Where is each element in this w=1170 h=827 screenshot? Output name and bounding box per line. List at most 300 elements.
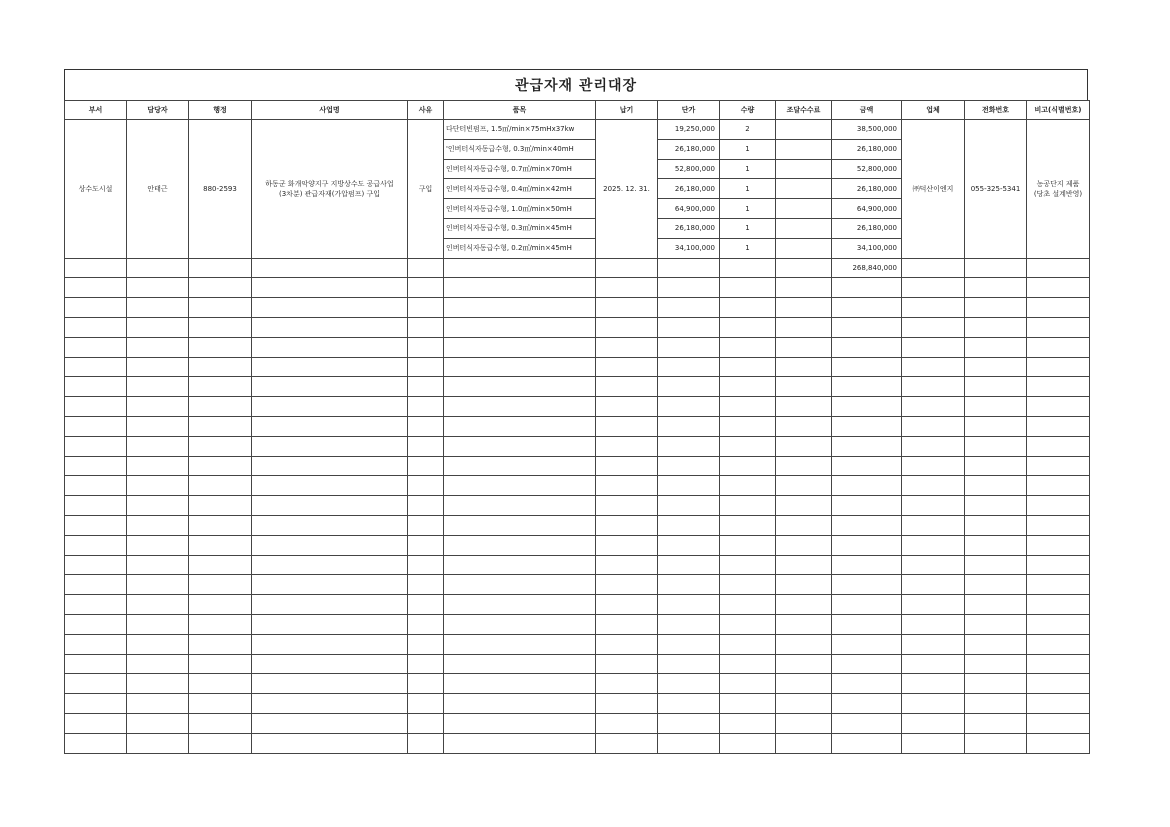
empty-cell: [1027, 416, 1090, 436]
empty-cell: [444, 416, 596, 436]
empty-cell: [127, 694, 189, 714]
empty-cell: [832, 575, 902, 595]
empty-cell: [776, 456, 832, 476]
empty-row: [65, 555, 1090, 575]
empty-row: [65, 733, 1090, 753]
empty-cell: [444, 575, 596, 595]
ledger-table: [64, 100, 1090, 754]
amount: 26,180,000: [832, 179, 902, 199]
fee: [776, 179, 832, 199]
empty-cell: [965, 654, 1027, 674]
fee: [776, 238, 832, 258]
empty-cell: [65, 496, 127, 516]
empty-cell: [902, 317, 965, 337]
empty-cell: [965, 337, 1027, 357]
empty-cell: [444, 278, 596, 298]
empty-cell: [444, 496, 596, 516]
empty-cell: [965, 595, 1027, 615]
empty-cell: [65, 298, 127, 318]
empty-cell: [444, 674, 596, 694]
unit-price: 34,100,000: [658, 238, 720, 258]
empty-cell: [189, 595, 252, 615]
empty-cell: [408, 337, 444, 357]
empty-cell: [658, 357, 720, 377]
empty-cell: [965, 555, 1027, 575]
empty-cell: [189, 674, 252, 694]
empty-row: [65, 416, 1090, 436]
empty-cell: [658, 654, 720, 674]
empty-cell: [965, 535, 1027, 555]
empty-row: [65, 694, 1090, 714]
empty-row: [65, 674, 1090, 694]
empty-cell: [720, 555, 776, 575]
empty-cell: [720, 337, 776, 357]
empty-cell: [658, 515, 720, 535]
empty-cell: [832, 496, 902, 516]
empty-row: [65, 496, 1090, 516]
empty-cell: [189, 634, 252, 654]
empty-cell: [776, 416, 832, 436]
header-item: 품목: [444, 101, 596, 120]
item-name: 인버터식자동급수형, 1.0㎥/min×50mH: [444, 199, 596, 219]
fee: [776, 199, 832, 219]
empty-cell: [658, 634, 720, 654]
item-name: '인버터식자동급수형, 0.3㎥/min×40mH: [444, 139, 596, 159]
empty-cell: [776, 436, 832, 456]
amount: 26,180,000: [832, 139, 902, 159]
empty-cell: [127, 377, 189, 397]
empty-cell: [408, 535, 444, 555]
empty-cell: [444, 733, 596, 753]
empty-cell: [776, 357, 832, 377]
empty-cell: [408, 515, 444, 535]
empty-cell: [444, 298, 596, 318]
empty-cell: [902, 674, 965, 694]
empty-cell: [252, 614, 408, 634]
header-unit-price: 단가: [658, 101, 720, 120]
empty-cell: [1027, 614, 1090, 634]
empty-cell: [832, 634, 902, 654]
ledger-sheet: [64, 69, 1088, 754]
unit-price: 26,180,000: [658, 179, 720, 199]
empty-cell: [832, 397, 902, 417]
header-note: 비고(식별번호): [1027, 101, 1090, 120]
empty-cell: [252, 337, 408, 357]
empty-cell: [658, 733, 720, 753]
empty-cell: [189, 278, 252, 298]
empty-cell: [776, 337, 832, 357]
empty-cell: [65, 694, 127, 714]
empty-cell: [596, 496, 658, 516]
header-fee: 조달수수료: [776, 101, 832, 120]
empty-cell: [252, 654, 408, 674]
empty-cell: [444, 436, 596, 456]
empty-cell: [127, 278, 189, 298]
unit-price: 64,900,000: [658, 199, 720, 219]
empty-cell: [658, 674, 720, 694]
empty-cell: [720, 436, 776, 456]
empty-cell: [252, 397, 408, 417]
empty-cell: [408, 317, 444, 337]
empty-cell: [444, 357, 596, 377]
empty-cell: [658, 535, 720, 555]
table-row: [65, 120, 1090, 140]
empty-cell: [189, 555, 252, 575]
header-amount: 금액: [832, 101, 902, 120]
empty-cell: [596, 278, 658, 298]
empty-cell: [596, 614, 658, 634]
empty-cell: [965, 496, 1027, 516]
empty-row: [65, 614, 1090, 634]
empty-cell: [832, 317, 902, 337]
empty-cell: [444, 634, 596, 654]
quantity: 1: [720, 238, 776, 258]
empty-cell: [127, 634, 189, 654]
empty-cell: [408, 496, 444, 516]
empty-cell: [596, 298, 658, 318]
empty-cell: [965, 298, 1027, 318]
empty-cell: [252, 416, 408, 436]
empty-cell: [965, 614, 1027, 634]
empty-cell: [127, 317, 189, 337]
empty-cell: [658, 713, 720, 733]
empty-cell: [596, 416, 658, 436]
empty-cell: [832, 377, 902, 397]
empty-cell: [408, 575, 444, 595]
empty-cell: [965, 377, 1027, 397]
empty-cell: [832, 357, 902, 377]
empty-cell: [189, 436, 252, 456]
empty-cell: [65, 555, 127, 575]
empty-cell: [252, 317, 408, 337]
empty-cell: [65, 595, 127, 615]
empty-row: [65, 634, 1090, 654]
empty-cell: [1027, 496, 1090, 516]
amount: 64,900,000: [832, 199, 902, 219]
fee: [776, 139, 832, 159]
empty-cell: [127, 674, 189, 694]
empty-cell: [596, 713, 658, 733]
empty-cell: [658, 575, 720, 595]
empty-cell: [776, 713, 832, 733]
empty-row: [65, 595, 1090, 615]
empty-cell: [902, 555, 965, 575]
empty-cell: [189, 377, 252, 397]
empty-row: [65, 278, 1090, 298]
empty-cell: [65, 674, 127, 694]
empty-cell: [776, 476, 832, 496]
empty-cell: [776, 278, 832, 298]
empty-cell: [776, 515, 832, 535]
item-name: 인버터식자동급수형, 0.4㎥/min×42mH: [444, 179, 596, 199]
item-name: 다단터빈펌프, 1.5㎥/min×75mHx37kw: [444, 120, 596, 140]
empty-cell: [65, 377, 127, 397]
empty-cell: [252, 278, 408, 298]
empty-cell: [65, 634, 127, 654]
empty-cell: [776, 694, 832, 714]
empty-cell: [65, 337, 127, 357]
empty-cell: [720, 416, 776, 436]
empty-cell: [832, 416, 902, 436]
empty-cell: [832, 654, 902, 674]
empty-cell: [832, 674, 902, 694]
empty-cell: [902, 694, 965, 714]
empty-cell: [965, 694, 1027, 714]
empty-cell: [1027, 575, 1090, 595]
empty-cell: [658, 416, 720, 436]
header-reason: 사유: [408, 101, 444, 120]
empty-cell: [596, 397, 658, 417]
empty-cell: [720, 595, 776, 615]
empty-cell: [965, 674, 1027, 694]
empty-cell: [720, 298, 776, 318]
empty-cell: [776, 595, 832, 615]
empty-row: [65, 397, 1090, 417]
empty-cell: [127, 337, 189, 357]
admin-cell: 880-2593: [189, 120, 252, 259]
empty-cell: [252, 515, 408, 535]
empty-cell: [65, 614, 127, 634]
empty-cell: [408, 416, 444, 436]
empty-cell: [596, 515, 658, 535]
empty-cell: [902, 476, 965, 496]
quantity: 1: [720, 139, 776, 159]
empty-cell: [444, 397, 596, 417]
empty-cell: [189, 654, 252, 674]
header-delivery: 납기: [596, 101, 658, 120]
empty-cell: [965, 575, 1027, 595]
empty-cell: [596, 377, 658, 397]
empty-cell: [127, 496, 189, 516]
empty-cell: [408, 357, 444, 377]
empty-cell: [408, 713, 444, 733]
empty-cell: [444, 654, 596, 674]
empty-cell: [1027, 476, 1090, 496]
empty-cell: [408, 674, 444, 694]
empty-cell: [252, 575, 408, 595]
empty-cell: [658, 436, 720, 456]
empty-cell: [596, 456, 658, 476]
fee: [776, 159, 832, 179]
empty-cell: [189, 317, 252, 337]
empty-cell: [408, 654, 444, 674]
empty-cell: [127, 713, 189, 733]
empty-row: [65, 713, 1090, 733]
empty-cell: [1027, 278, 1090, 298]
empty-cell: [596, 654, 658, 674]
empty-cell: [189, 337, 252, 357]
empty-cell: [596, 595, 658, 615]
empty-cell: [252, 634, 408, 654]
empty-cell: [408, 397, 444, 417]
empty-cell: [189, 535, 252, 555]
item-name: 인버터식자동급수형, 0.3㎥/min×45mH: [444, 218, 596, 238]
empty-cell: [1027, 634, 1090, 654]
empty-cell: [408, 595, 444, 615]
empty-cell: [965, 515, 1027, 535]
empty-cell: [408, 377, 444, 397]
header-project: 사업명: [252, 101, 408, 120]
quantity: 1: [720, 199, 776, 219]
empty-cell: [127, 456, 189, 476]
empty-cell: [596, 535, 658, 555]
unit-price: 19,250,000: [658, 120, 720, 140]
empty-cell: [902, 733, 965, 753]
empty-cell: [776, 654, 832, 674]
empty-cell: [902, 397, 965, 417]
empty-row: [65, 476, 1090, 496]
empty-row: [65, 337, 1090, 357]
empty-cell: [127, 515, 189, 535]
empty-cell: [832, 694, 902, 714]
empty-cell: [832, 555, 902, 575]
empty-cell: [720, 496, 776, 516]
empty-cell: [720, 733, 776, 753]
empty-cell: [596, 357, 658, 377]
empty-cell: [252, 674, 408, 694]
empty-cell: [902, 496, 965, 516]
empty-cell: [252, 476, 408, 496]
empty-cell: [65, 476, 127, 496]
unit-price: 52,800,000: [658, 159, 720, 179]
empty-cell: [252, 713, 408, 733]
empty-cell: [832, 535, 902, 555]
manager-cell: 안태근: [127, 120, 189, 259]
empty-cell: [252, 377, 408, 397]
delivery-cell: 2025. 12. 31.: [596, 120, 658, 259]
quantity: 1: [720, 159, 776, 179]
empty-cell: [596, 317, 658, 337]
header-dept: 부서: [65, 101, 127, 120]
empty-cell: [1027, 456, 1090, 476]
empty-cell: [189, 575, 252, 595]
empty-cell: [1027, 397, 1090, 417]
empty-cell: [658, 456, 720, 476]
empty-cell: [965, 278, 1027, 298]
empty-cell: [720, 535, 776, 555]
empty-cell: [65, 317, 127, 337]
empty-cell: [832, 515, 902, 535]
empty-cell: [720, 694, 776, 714]
empty-cell: [65, 436, 127, 456]
empty-cell: [127, 654, 189, 674]
empty-cell: [596, 634, 658, 654]
empty-cell: [658, 476, 720, 496]
empty-cell: [127, 733, 189, 753]
empty-cell: [252, 733, 408, 753]
empty-row: [65, 456, 1090, 476]
empty-cell: [444, 377, 596, 397]
empty-cell: [965, 733, 1027, 753]
fee: [776, 218, 832, 238]
empty-cell: [189, 733, 252, 753]
empty-cell: [658, 614, 720, 634]
empty-cell: [408, 555, 444, 575]
empty-cell: [596, 575, 658, 595]
empty-cell: [658, 397, 720, 417]
item-name: 인버터식자동급수형, 0.7㎥/min×70mH: [444, 159, 596, 179]
empty-cell: [1027, 694, 1090, 714]
empty-cell: [1027, 436, 1090, 456]
empty-cell: [408, 298, 444, 318]
empty-row: [65, 317, 1090, 337]
fee: [776, 120, 832, 140]
empty-cell: [1027, 535, 1090, 555]
empty-cell: [252, 436, 408, 456]
empty-cell: [902, 535, 965, 555]
empty-cell: [832, 278, 902, 298]
empty-cell: [252, 496, 408, 516]
empty-cell: [408, 476, 444, 496]
empty-cell: [189, 713, 252, 733]
empty-cell: [965, 456, 1027, 476]
empty-cell: [596, 337, 658, 357]
empty-cell: [65, 397, 127, 417]
empty-cell: [65, 654, 127, 674]
empty-cell: [252, 555, 408, 575]
empty-cell: [252, 694, 408, 714]
note-cell: [1027, 120, 1090, 259]
empty-cell: [832, 456, 902, 476]
empty-cell: [127, 575, 189, 595]
empty-cell: [902, 416, 965, 436]
empty-cell: [720, 397, 776, 417]
empty-cell: [965, 317, 1027, 337]
empty-cell: [902, 595, 965, 615]
empty-cell: [444, 476, 596, 496]
empty-cell: [1027, 317, 1090, 337]
empty-cell: [596, 436, 658, 456]
empty-cell: [189, 694, 252, 714]
empty-cell: [902, 298, 965, 318]
empty-cell: [832, 476, 902, 496]
empty-row: [65, 298, 1090, 318]
total-row: [65, 258, 1090, 278]
empty-cell: [776, 496, 832, 516]
document-title: 관급자재 관리대장: [64, 69, 1088, 100]
empty-cell: [65, 278, 127, 298]
empty-cell: [596, 674, 658, 694]
empty-cell: [189, 456, 252, 476]
empty-cell: [127, 555, 189, 575]
empty-cell: [444, 456, 596, 476]
empty-cell: [658, 694, 720, 714]
empty-cell: [189, 496, 252, 516]
empty-cell: [65, 515, 127, 535]
empty-cell: [965, 416, 1027, 436]
empty-cell: [720, 456, 776, 476]
amount: 34,100,000: [832, 238, 902, 258]
empty-cell: [596, 733, 658, 753]
empty-cell: [658, 496, 720, 516]
empty-cell: [902, 713, 965, 733]
empty-cell: [444, 317, 596, 337]
empty-cell: [127, 416, 189, 436]
amount: 38,500,000: [832, 120, 902, 140]
empty-cell: [776, 298, 832, 318]
empty-cell: [596, 476, 658, 496]
unit-price: 26,180,000: [658, 218, 720, 238]
empty-cell: [252, 456, 408, 476]
empty-cell: [720, 317, 776, 337]
total-amount: 268,840,000: [832, 258, 902, 278]
empty-cell: [127, 357, 189, 377]
empty-cell: [444, 337, 596, 357]
empty-cell: [189, 515, 252, 535]
empty-cell: [720, 614, 776, 634]
phone-cell: 055-325-5341: [965, 120, 1027, 259]
empty-cell: [902, 654, 965, 674]
